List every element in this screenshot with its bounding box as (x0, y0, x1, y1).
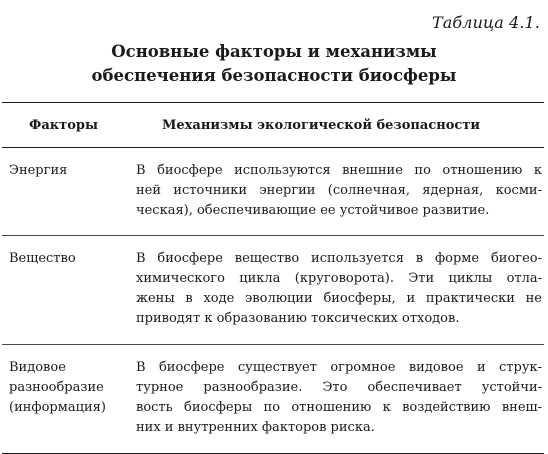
factors-table (2, 102, 544, 454)
table-title-line: обеспечения безопасности биосферы (91, 66, 457, 85)
table-title-line: Основные факторы и механизмы (111, 42, 437, 61)
column-header-mechanisms: Механизмы экологической безопасности (162, 117, 481, 133)
mechanism-text-line: ней источники энергии (солнечная, ядерная, косми- (136, 183, 542, 198)
mechanism-cell (136, 236, 544, 344)
mechanism-text-line: В биосфере существует огромное видовое и струк- (136, 360, 542, 375)
column-header-factors: Факторы (29, 117, 98, 133)
mechanism-cell (136, 345, 544, 453)
factor-cell (2, 345, 136, 453)
factor-text: разнообразие (9, 380, 104, 395)
mechanism-text-line: В биосфере вещество используется в форме биогео- (136, 251, 542, 266)
factor-text: Вещество (9, 251, 76, 266)
factor-text: Энергия (9, 163, 68, 178)
mechanism-text-line: них и внутренних факторов риска. (136, 420, 375, 435)
table-number: Таблица 4.1. (432, 13, 540, 32)
mechanism-text-line: приводят к образованию токсических отходов. (136, 311, 460, 326)
factor-cell (2, 148, 136, 235)
mechanism-text-line: химического цикла (круговорота). Эти циклы отла- (136, 271, 542, 286)
factor-text: Видовое (9, 360, 66, 375)
factor-cell (2, 236, 136, 344)
table-row (2, 345, 544, 453)
factor-text: (информация) (9, 400, 106, 415)
table-row (2, 236, 544, 345)
mechanism-text-line: турное разнообразие. Это обеспечивает устойчи- (136, 380, 542, 395)
mechanism-text-line: вость биосферы по отношению к воздействию внеш- (136, 400, 542, 415)
table-row (2, 148, 544, 236)
mechanism-text-line: жены в ходе эволюции биосферы, и практически не (136, 291, 542, 306)
table-title (0, 40, 548, 88)
mechanism-text-line: ческая), обеспечивающие ее устойчивое развитие. (136, 203, 490, 218)
mechanism-cell (136, 148, 544, 235)
mechanism-text-line: В биосфере используются внешние по отношению к (136, 163, 542, 178)
table-header-row (2, 103, 544, 148)
